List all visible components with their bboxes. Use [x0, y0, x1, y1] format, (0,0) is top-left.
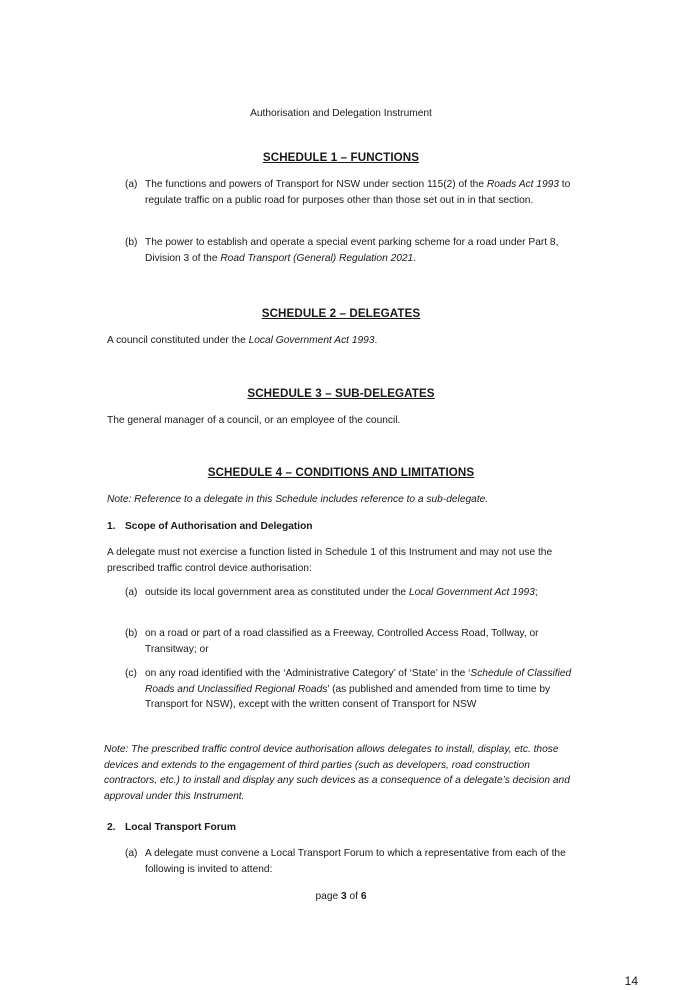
section-1-item-c [125, 666, 585, 713]
item-text: on any road identified with the ‘Administrative Category’ of ‘State’ in the ‘Schedule of Classified Roads and Unclassified Regional Roads’ (as published and amended from time to time by Transport for NSW), except with the written consent of Transport for NSW [145, 668, 572, 710]
section-1-intro: A delegate must not exercise a function listed in Schedule 1 of this Instrument and may not use the prescribed traffic control device authorisation: [107, 547, 553, 574]
schedule-1-item-a [125, 177, 585, 208]
section-number: 1. [107, 521, 116, 532]
section-title: Local Transport Forum [125, 822, 236, 833]
item-label: (b) [125, 628, 138, 639]
schedule-4-note-2: Note: The prescribed traffic control device authorisation allows delegates to install, display, etc. those devices and extends to the engagement of third parties (such as developers, road construction contractors, etc.) to install and display any such devices as a consequence of a delegate’s decision and approval under this Instrument. [104, 744, 570, 802]
schedule-2-text: A council constituted under the Local Government Act 1993. [107, 335, 378, 346]
item-label: (a) [125, 848, 138, 859]
item-label: (c) [125, 668, 137, 679]
schedule-3-heading: SCHEDULE 3 – SUB-DELEGATES [247, 387, 435, 400]
item-text: The functions and powers of Transport for NSW under section 115(2) of the Roads Act 1993 to regulate traffic on a public road for purposes other than those set out in in that section. [145, 179, 571, 206]
schedule-1-heading: SCHEDULE 1 – FUNCTIONS [262, 151, 420, 164]
section-1-heading [107, 519, 577, 535]
schedule-4-note: Note: Reference to a delegate in this Schedule includes reference to a sub-delegate. [107, 494, 489, 505]
schedule-4-heading: SCHEDULE 4 – CONDITIONS AND LIMITATIONS [207, 466, 475, 479]
section-number: 2. [107, 822, 116, 833]
section-1-item-a [125, 585, 585, 601]
item-label: (a) [125, 179, 138, 190]
section-title: Scope of Authorisation and Delegation [125, 521, 313, 532]
section-2-item-a [125, 846, 585, 877]
item-text: outside its local government area as constituted under the Local Government Act 1993; [145, 587, 538, 598]
document-header: Authorisation and Delegation Instrument [250, 108, 432, 119]
item-text: A delegate must convene a Local Transport Forum to which a representative from each of the following is invited to attend: [145, 848, 566, 875]
schedule-2-heading: SCHEDULE 2 – DELEGATES [261, 307, 421, 320]
page-number: page 3 of 6 [315, 891, 367, 902]
item-text: The power to establish and operate a special event parking scheme for a road under Part 8, Division 3 of the Road Transport (General) Regulation 2021. [145, 237, 559, 264]
corner-page-number: 14 [624, 974, 638, 988]
section-2-heading [107, 820, 577, 836]
item-text: on a road or part of a road classified as a Freeway, Controlled Access Road, Tollway, or Transitway; or [145, 628, 539, 655]
item-label: (a) [125, 587, 138, 598]
schedule-1-item-b [125, 235, 585, 266]
section-1-item-b [125, 626, 585, 657]
schedule-3-text: The general manager of a council, or an employee of the council. [107, 415, 401, 426]
item-label: (b) [125, 237, 138, 248]
